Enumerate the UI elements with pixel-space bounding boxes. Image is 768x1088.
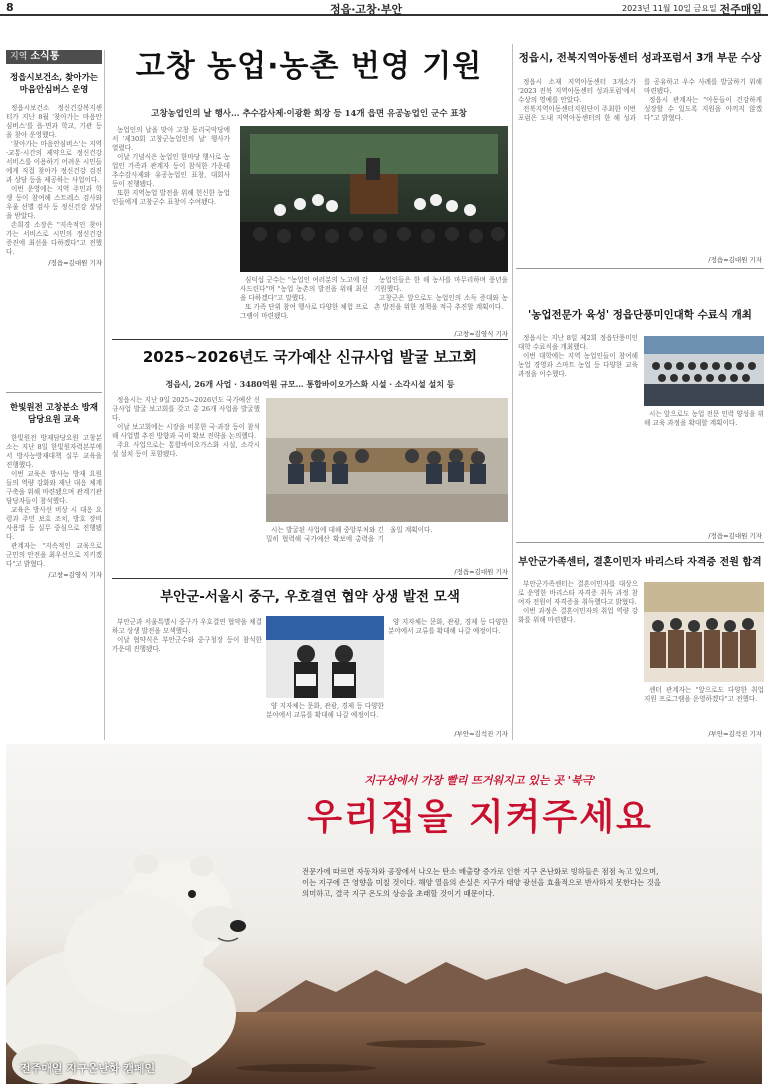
divider [112,339,508,340]
buan-body-mid: 양 지자체는 문화, 관광, 경제 등 다양한 분야에서 교류를 확대해 나갈 예정이다. [266,702,384,719]
ad-tagline: 지구상에서 가장 빨리 뜨거워지고 있는 곳 '북극' [364,774,596,787]
college-headline: '농업전문가 육성' 정읍단풍미인대학 수료식 개최 [528,309,752,321]
budget-subhead-box [112,376,508,392]
buan-body-right: 양 지자체는 문화, 관광, 경제 등 다양한 분야에서 교류를 확대해 나갈 예정이다. [388,618,508,635]
brief-item-1-title: 정읍시보건소, 찾아가는 마음안심버스 운영 [9,73,99,95]
barista-body-left: 부안군가족센터는 결혼이민자를 대상으로 운영한 바리스타 자격증 취득 과정 참여자 전원이 자격증을 취득했다고 밝혔다. 이번 과정은 결혼이민자의 취업 역량 강화를 위해 마련됐다. [518,580,638,624]
brief-item-1-byline: /정읍=김대원 기자 [48,259,102,267]
main-subhead: 고창농업인의 날 행사… 추수감사제·이광환 회장 등 14개 읍면 유공농업인 군수 표창 [151,109,467,119]
news-brief-tag: 지역 소식통 [6,50,102,64]
forum-headline-box [516,44,764,72]
barista-headline-box [516,548,764,578]
ad-body: 전문가에 따르면 자동차와 공장에서 나오는 탄소 배출량 증가로 인한 지구 온난화로 빙하들은 점점 녹고 있으며, 이는 지구에 큰 영향을 미칠 것이다. 해양 열음의 손실은 지구가 태양 광선을 효율적으로 반사하지 못한다는 것을 의미하고, 결국 지구 온도의 상승을 초래할 것이기 때문이다. [302,867,661,898]
brief-item-2 [6,396,102,740]
budget-meeting-photo [266,398,508,522]
barista-byline: /부안=김석진 기자 [708,730,762,738]
college-body-left: 정읍시는 지난 8일 제2회 정읍단풍미인대학 수료식을 개최했다. 이번 대학에는 지역 농업인들이 참여해 농업 경영과 스마트 농업 등 다양한 교육 과정을 이수했다. [518,334,638,378]
budget-byline: /정읍=김대원 기자 [454,568,508,576]
forum-headline: 정읍시, 전북지역아동센터 성과포럼서 3개 부문 수상 [518,52,762,64]
forum-body: 정읍시 소재 지역아동센터 3개소가 '2023 전북 지역아동센터 성과포럼'에서 수상의 영예를 안았다. 전북지역아동센터지원단이 주최한 이번 포럼은 도내 지역아동센터의 한 해 성과를 공유하고 우수 사례를 발굴하기 위해 마련됐다. 정읍시 관계자는 "아동들이 건강하게 성장할 수 있도록 지원을 아끼지 않겠다"고 밝혔다. [518,78,762,122]
main-byline: /고창=김영식 기자 [454,330,508,338]
buan-headline: 부안군-서울시 중구, 우호결연 협약 상생 발전 모색 [160,589,460,605]
main-body-mid: 심덕섭 군수는 "농업인 여러분의 노고에 감사드린다"며 "농업 농촌의 발전을 위해 최선을 다하겠다"고 말했다. 또 가족 단위 참여 행사로 다양한 체험 프로그램이 마련됐다. [240,276,368,320]
budget-subhead: 정읍시, 26개 사업 · 3480억원 규모… 통합바이오가스화 시설 · 소각시설 설치 등 [165,379,455,389]
climate-campaign-ad [6,744,762,1084]
college-body-right: 시는 앞으로도 농업 전문 인력 양성을 위해 교육 과정을 확대할 계획이다. [644,410,764,427]
divider [516,268,764,269]
newspaper-brand: 전주매일 [719,3,762,16]
main-subhead-box [112,102,506,126]
section-title: 정읍·고창·부안 [330,3,403,16]
brief-item-2-body: 한빛원전 방재담당요원 고창분소는 지난 8일 한빛원자력본부에서 방사능방재대책 실무 교육을 진행했다. 이번 교육은 방사능 방재 요원들의 역량 강화와 재난 대응 체계 구축을 위해 마련됐으며 관계기관 담당자들이 참석했다. 교육은 방사선 비상 시 대응 요령과 주민 보호 조치, 방호 장비 사용법 등 실무 중심으로 진행됐다. 관계자는 "지속적인 교육으로 군민의 안전을 최우선으로 지키겠다"고 밝혔다. [6,434,102,568]
budget-body-left: 정읍시는 지난 9일 2025~2026년도 국가예산 신규사업 발굴 보고회를 갖고 총 26개 사업을 발굴했다. 이날 보고회에는 시장을 비롯한 국·과장 등이 참석해 사업별 추진 방향과 국비 확보 전략을 논의했다. 주요 사업으로는 통합바이오가스화 시설, 소각시설 설치 등이 포함됐다. [112,396,260,458]
barista-body-right: 센터 관계자는 "앞으로도 다양한 취업 지원 프로그램을 운영하겠다"고 전했다. [644,686,764,703]
budget-headline-box [112,344,508,370]
budget-headline: 2025~2026년도 국가예산 신규사업 발굴 보고회 [142,348,478,366]
college-graduation-photo [644,336,764,406]
college-byline: /정읍=김대원 기자 [708,532,762,540]
buan-headline-box [112,584,508,610]
brief-item-2-byline: /고창=김영식 기자 [48,571,102,579]
ad-headline: 우리집을 지켜주세요 [307,797,653,838]
barista-headline: 부안군가족센터, 결혼이민자 바리스타 자격증 전원 합격 [518,557,762,568]
buan-body-left: 부안군과 서울특별시 중구가 우호결연 협약을 체결하고 상생 발전을 모색했다. 이날 협약식은 부안군수와 중구청장 등이 참석한 가운데 진행됐다. [112,618,262,653]
main-headline-box [112,44,506,90]
brief-item-1 [6,66,102,386]
main-headline: 고창 농업·농촌 번영 기원 [135,49,483,84]
barista-group-photo [644,582,764,682]
issue-date: 2023년 11월 10일 금요일 [622,4,717,13]
brief-item-2-title: 한빛원전 고창분소 방재담당요원 교육 [9,403,99,425]
column-divider [104,50,105,740]
column-divider [512,44,513,740]
brief-item-1-body: 정읍시보건소 정신건강복지센터가 지난 8월 '찾아가는 마음안심버스'를 읍·면과 학교, 기관 등을 찾아 운영했다. '찾아가는 마음안심버스'는 지역·교통·시간의 제약으로 정신건강 서비스를 이용하기 어려운 시민들에게 직접 찾아가 정신건강 검진과 상담 등을 제공하는 사업이다. 이번 운영에는 지역 주민과 학생 등이 참여해 스트레스 검사와 우울 선별 검사 등 정신건강 상담을 받았다. 손희경 소장은 "지속적인 찾아가는 서비스로 시민의 정신건강 증진에 최선을 다하겠다"고 전했다. [6,104,102,256]
divider [112,578,508,579]
buan-byline: /부안=김석진 기자 [454,730,508,738]
main-body-right: 농업인들은 한 해 농사를 마무리하며 풍년을 기원했다. 고창군은 앞으로도 농업인의 소득 증대와 농촌 발전을 위한 정책을 적극 추진할 계획이다. [374,276,508,311]
budget-body-right: 시는 발굴된 사업에 대해 중앙부처와 긴밀히 협력해 국가예산 확보에 총력을 기울일 계획이다. [266,526,433,543]
buan-agreement-photo [266,616,384,698]
page-number: 8 [6,1,14,14]
divider [6,392,102,393]
divider [516,542,764,543]
college-headline-box [516,298,764,332]
farmers-day-photo [240,126,508,272]
page-header [0,0,768,16]
ad-credit: 전주매일 지구온난화 캠페인 [20,1062,156,1075]
main-body-left: 농업인의 날을 맞아 고창 동리국악당에서 '제30회 고창군농업인의 날' 행사가 열렸다. 이날 기념식은 농업인 한마당 행사로 농업인 가족과 관계자 등이 참석한 가운데 추수감사제와 유공농업인 표창, 대회사 등이 진행됐다. 또한 지역농업 발전을 위해 헌신한 농업인들에게 고창군수 표창이 수여됐다. [112,126,230,206]
forum-byline: /정읍=김대원 기자 [708,256,762,264]
